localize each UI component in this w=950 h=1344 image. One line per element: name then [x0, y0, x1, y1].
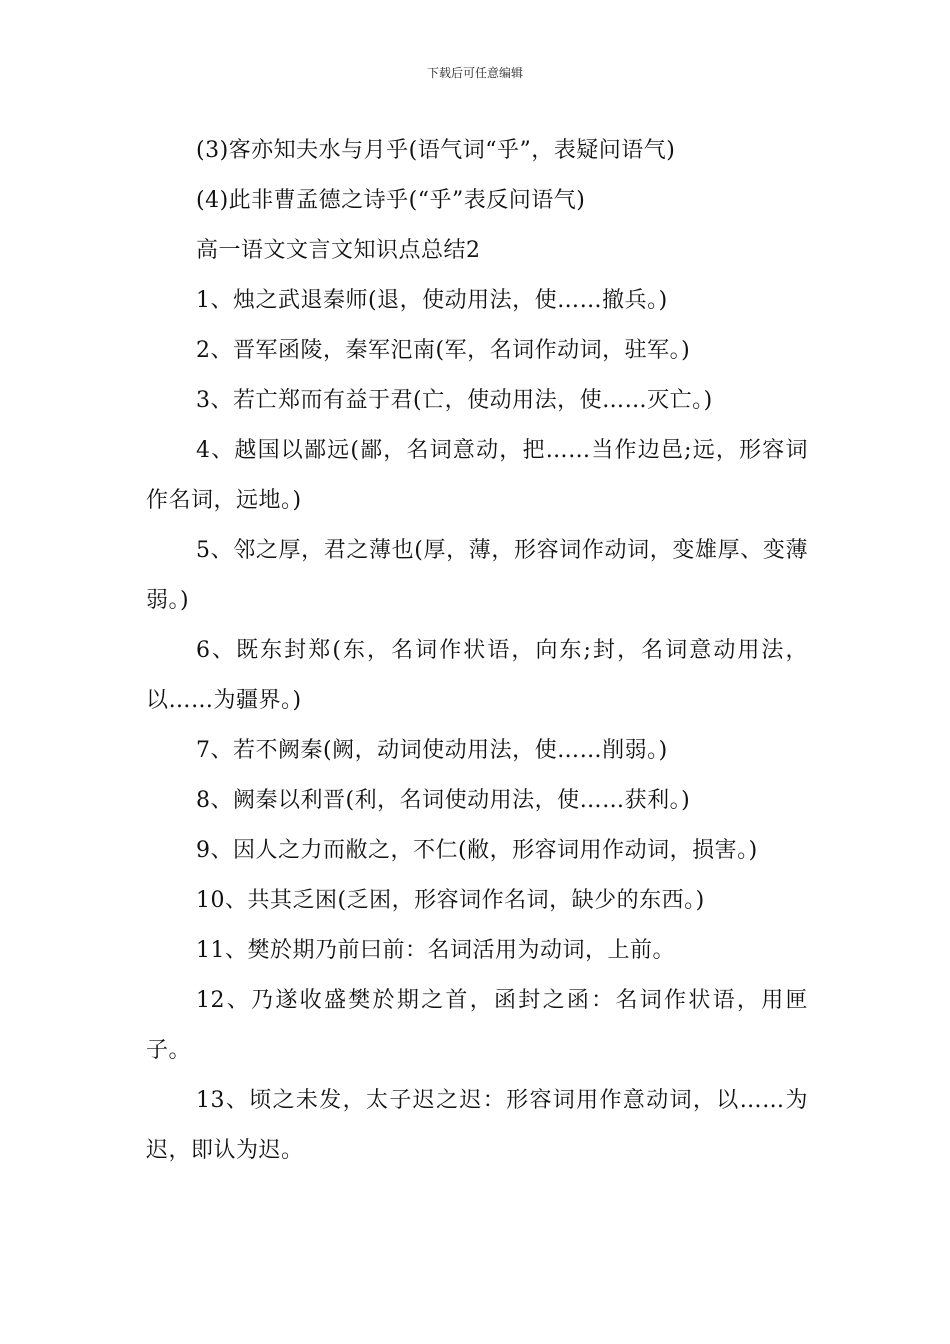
- list-item-10: 10、共其乏困(乏困，形容词作名词，缺少的东西。): [196, 888, 705, 913]
- list-item-12: 12、乃遂收盛樊於期之首，函封之函：名词作状语，用匣子。: [146, 988, 808, 1063]
- list-item-8: 8、阙秦以利晋(利，名词使动用法，使……获利。): [196, 788, 691, 813]
- paragraph-3-question-tone: (3)客亦知夫水与月乎(语气词“乎”，表疑问语气): [196, 138, 676, 163]
- list-item-13: 13、顷之未发，太子迟之迟：形容词用作意动词，以……为迟，即认为迟。: [146, 1088, 808, 1163]
- list-item-6: 6、既东封郑(东，名词作状语，向东;封，名词意动用法，以……为疆界。): [146, 638, 808, 713]
- list-item-3: 3、若亡郑而有益于君(亡，使动用法，使……灭亡。): [196, 388, 713, 413]
- list-item-11: 11、樊於期乃前曰前：名词活用为动词，上前。: [196, 938, 675, 963]
- list-item-4: 4、越国以鄙远(鄙，名词意动，把……当作边邑;远，形容词作名词，远地。): [146, 438, 808, 513]
- document-body: [146, 126, 808, 1176]
- section-title: 高一语文文言文知识点总结2: [196, 238, 481, 263]
- page-header-note: 下载后可任意编辑: [426, 66, 523, 80]
- list-item-2: 2、晋军函陵，秦军汜南(军，名词作动词，驻军。): [196, 338, 691, 363]
- list-item-9: 9、因人之力而敝之，不仁(敝，形容词用作动词，损害。): [196, 838, 758, 863]
- list-item-5: 5、邻之厚，君之薄也(厚，薄，形容词作动词，变雄厚、变薄弱。): [146, 538, 808, 613]
- paragraph-4-rhetorical-tone: (4)此非曹孟德之诗乎(“乎”表反问语气): [196, 188, 586, 213]
- list-item-1: 1、烛之武退秦师(退，使动用法，使……撤兵。): [196, 288, 668, 313]
- list-item-7: 7、若不阙秦(阙，动词使动用法，使……削弱。): [196, 738, 668, 763]
